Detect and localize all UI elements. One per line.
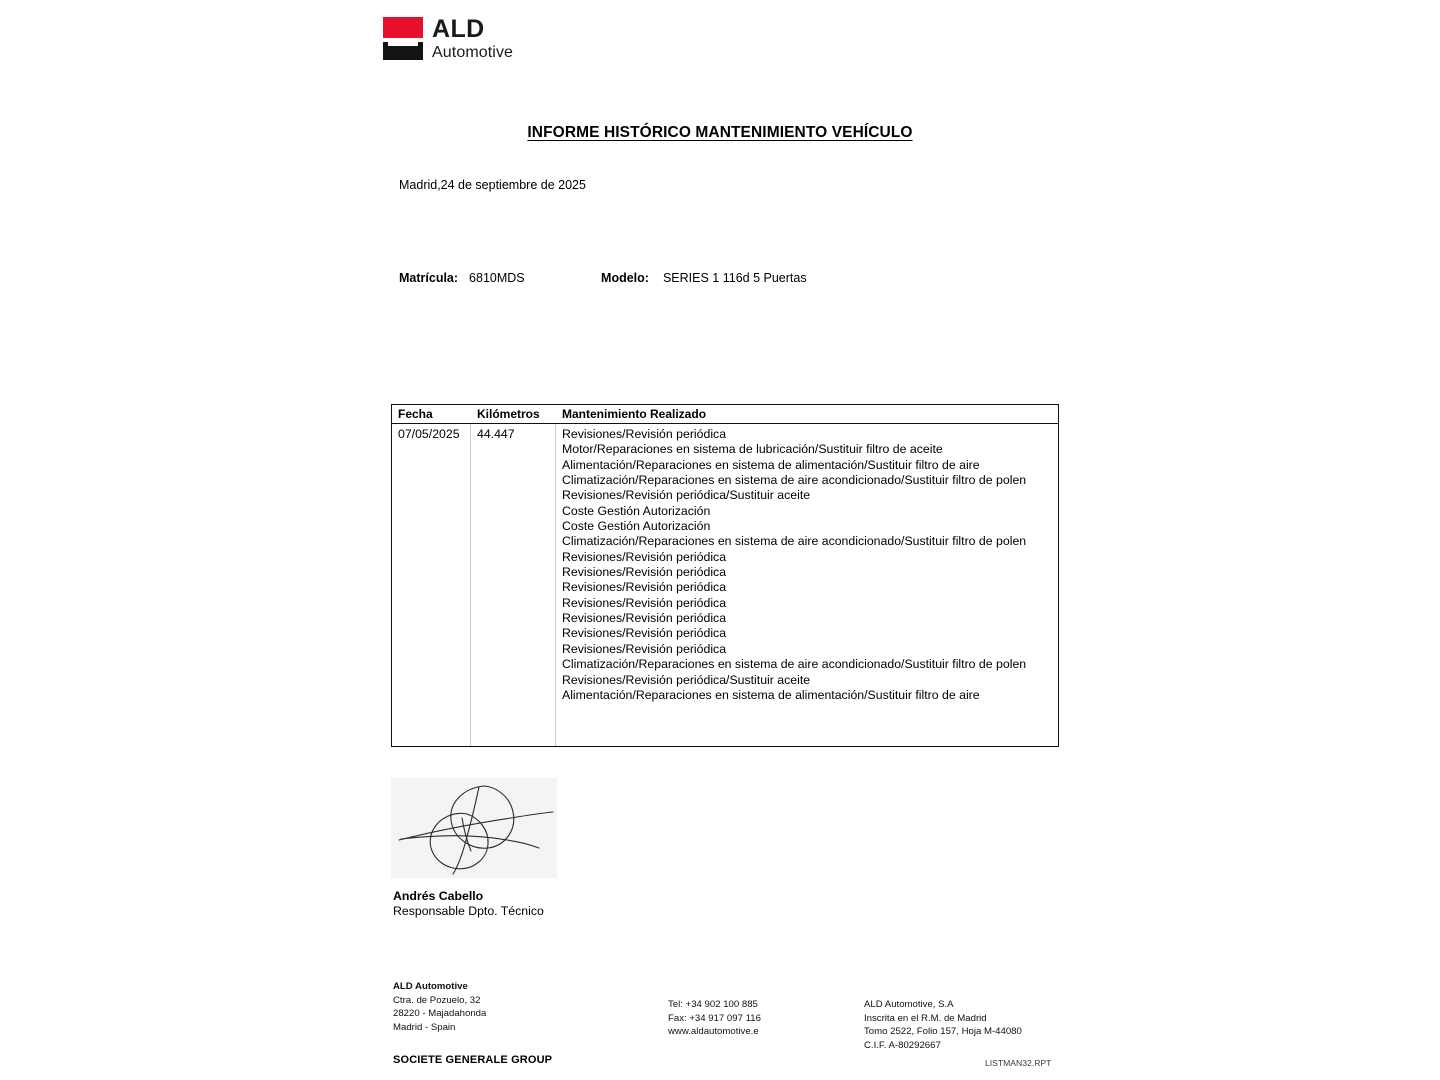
footer-legal-line-3: Tomo 2522, Folio 157, Hoja M-44080 xyxy=(864,1026,1022,1038)
footer-address-line-3: Madrid - Spain xyxy=(393,1021,456,1033)
cell-mantenimiento-list xyxy=(556,424,1058,746)
vehicle-info xyxy=(399,271,807,285)
model-label: Modelo: xyxy=(601,271,649,285)
handwritten-signature-icon xyxy=(391,778,557,878)
footer-report-id: LISTMAN32.RPT xyxy=(985,1058,1052,1068)
plate-value: 6810MDS xyxy=(469,271,525,285)
maintenance-item: Coste Gestión Autorización xyxy=(562,519,711,534)
maintenance-item: Climatización/Reparaciones en sistema de aire acondicionado/Sustituir filtro de polen xyxy=(562,534,1027,549)
plate-label: Matrícula: xyxy=(399,271,459,285)
column-header-kilometros: Kilómetros xyxy=(477,407,540,421)
maintenance-item: Coste Gestión Autorización xyxy=(562,503,711,518)
table-row xyxy=(392,424,1058,746)
footer-company-name: ALD Automotive xyxy=(393,981,468,992)
cell-fecha: 07/05/2025 xyxy=(392,424,471,746)
maintenance-item: Revisiones/Revisión periódica xyxy=(562,626,727,641)
logo-name-secondary: Automotive xyxy=(432,44,514,61)
maintenance-item: Revisiones/Revisión periódica/Sustituir aceite xyxy=(562,672,811,687)
maintenance-item: Alimentación/Reparaciones en sistema de alimentación/Sustituir filtro de aire xyxy=(562,457,980,472)
document-date: Madrid,24 de septiembre de 2025 xyxy=(399,178,586,192)
logo-name-primary: ALD xyxy=(432,15,485,43)
footer-group-name: SOCIETE GENERALE GROUP xyxy=(393,1054,553,1066)
ald-logo-wordmark xyxy=(432,17,513,61)
footer-address-line-2: 28220 - Majadahonda xyxy=(393,1008,487,1020)
footer-legal-line-1: ALD Automotive, S.A xyxy=(864,999,954,1010)
ald-logo xyxy=(383,17,633,67)
signatory-role: Responsable Dpto. Técnico xyxy=(393,904,544,918)
footer-legal-line-2: Inscrita en el R.M. de Madrid xyxy=(864,1012,987,1024)
page-title-text: INFORME HISTÓRICO MANTENIMIENTO VEHÍCULO xyxy=(527,124,913,141)
maintenance-item: Alimentación/Reparaciones en sistema de alimentación/Sustituir filtro de aire xyxy=(562,687,980,702)
maintenance-item: Climatización/Reparaciones en sistema de aire acondicionado/Sustituir filtro de polen xyxy=(562,473,1027,488)
maintenance-item: Revisiones/Revisión periódica/Sustituir aceite xyxy=(562,488,811,503)
column-header-fecha: Fecha xyxy=(398,407,433,421)
footer-fax: Fax: +34 917 097 116 xyxy=(668,1012,761,1024)
maintenance-item: Climatización/Reparaciones en sistema de aire acondicionado/Sustituir filtro de polen xyxy=(562,657,1027,672)
footer-address-block xyxy=(393,980,486,1034)
footer-telephone: Tel: +34 902 100 885 xyxy=(668,999,758,1010)
page-footer xyxy=(0,980,1440,1080)
maintenance-table xyxy=(391,404,1059,747)
ald-logo-mark-icon xyxy=(383,17,423,60)
maintenance-item: Revisiones/Revisión periódica xyxy=(562,580,727,595)
page-title xyxy=(0,124,1440,142)
footer-legal-line-4: C.I.F. A-80292667 xyxy=(864,1039,941,1051)
model-value: SERIES 1 116d 5 Puertas xyxy=(662,271,807,285)
maintenance-item: Revisiones/Revisión periódica xyxy=(562,427,727,441)
column-header-mantenimiento: Mantenimiento Realizado xyxy=(562,407,707,421)
maintenance-item: Revisiones/Revisión periódica xyxy=(562,565,727,580)
signatory-name: Andrés Cabello xyxy=(393,889,484,903)
maintenance-item: Revisiones/Revisión periódica xyxy=(562,549,727,564)
footer-website[interactable]: www.aldautomotive.e xyxy=(668,1026,759,1038)
footer-legal-block xyxy=(864,998,1022,1052)
maintenance-item: Revisiones/Revisión periódica xyxy=(562,611,727,626)
maintenance-item: Motor/Reparaciones en sistema de lubricación/Sustituir filtro de aceite xyxy=(562,442,943,457)
footer-contact-block xyxy=(668,998,761,1039)
maintenance-item: Revisiones/Revisión periódica xyxy=(562,641,727,656)
signature-image xyxy=(391,778,557,878)
table-header-row xyxy=(392,405,1058,424)
cell-kilometros: 44.447 xyxy=(471,424,556,746)
maintenance-item: Revisiones/Revisión periódica xyxy=(562,595,727,610)
footer-address-line-1: Ctra. de Pozuelo, 32 xyxy=(393,994,481,1006)
